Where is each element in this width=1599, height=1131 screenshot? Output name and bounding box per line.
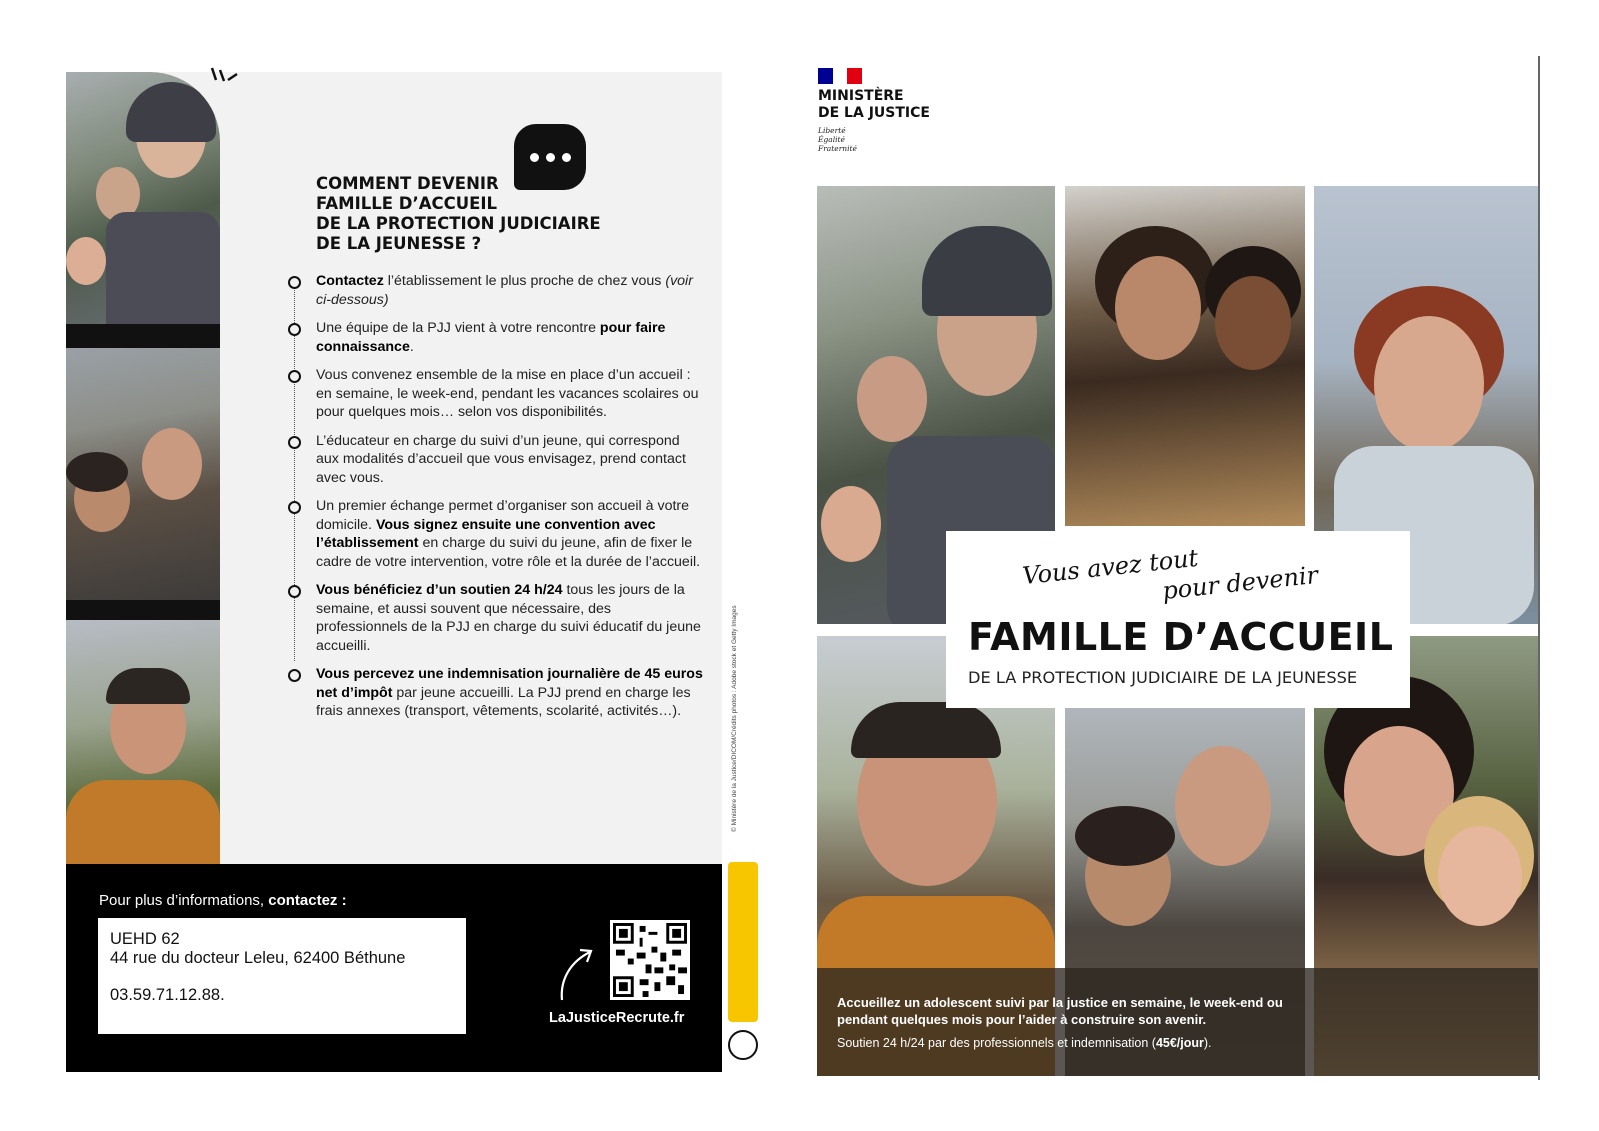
strip-divider bbox=[66, 600, 220, 620]
step-bullet-icon bbox=[288, 436, 301, 449]
bottom-banner bbox=[817, 968, 1538, 1076]
address-name: UEHD 62 bbox=[110, 930, 180, 948]
page-edge bbox=[1538, 56, 1540, 1080]
step-bullet-icon bbox=[288, 669, 301, 682]
ministry-name: MINISTÈRE DE LA JUSTICE bbox=[818, 88, 930, 121]
step-bullet-icon bbox=[288, 585, 301, 598]
step-bullet-icon bbox=[288, 501, 301, 514]
triman-icon bbox=[728, 1030, 758, 1060]
list-item: Contactez l’établissement le plus proche de chez vous (voir ci-dessous) bbox=[286, 272, 706, 309]
list-item: Vous percevez une indemnisation journalière de 45 euros net d’impôt par jeune accueilli. La PJJ prend en charge les frais annexes (transport, vêtements, scolarité, activités…). bbox=[286, 665, 706, 721]
address-card bbox=[98, 918, 466, 1034]
banner-subtext: Soutien 24 h/24 par des professionnels et indemnisation (45€/jour). bbox=[837, 1036, 1212, 1050]
two-women-selfie-photo bbox=[1065, 186, 1305, 526]
ministry-motto: Liberté Égalité Fraternité bbox=[818, 126, 857, 153]
step-bullet-icon bbox=[288, 370, 301, 383]
page-subtitle: DE LA PROTECTION JUDICIAIRE DE LA JEUNESSE bbox=[968, 668, 1358, 687]
phone-number[interactable]: 03.59.71.12.88. bbox=[110, 986, 225, 1004]
strip-divider bbox=[66, 324, 220, 348]
left-page bbox=[66, 72, 738, 1072]
list-item: Une équipe de la PJJ vient à votre rencontre pour faire connaissance. bbox=[286, 319, 706, 356]
title-card bbox=[946, 531, 1410, 708]
script-line-2: pour devenir bbox=[1160, 560, 1320, 606]
list-item: L’éducateur en charge du suivi d’un jeune, qui correspond aux modalités d’accueil que vous envisagez, prend contact avec vous. bbox=[286, 432, 706, 488]
couple-selfie-photo bbox=[66, 348, 220, 600]
list-item: Un premier échange permet d’organiser son accueil à votre domicile. Vous signez ensuite une convention avec l’établissement en charge du suivi du jeune, afin de fixer le cadre de votre intervention, votre rôle et la durée de l’accueil. bbox=[286, 497, 706, 571]
contact-title: Pour plus d’informations, contactez : bbox=[99, 892, 347, 909]
address-street: 44 rue du docteur Leleu, 62400 Béthune bbox=[110, 949, 406, 967]
script-line-1: Vous avez tout bbox=[1021, 543, 1200, 591]
photo-credit: © Ministère de la Justice/DICOM/Crédits photos : Adobe stock et Getty Images bbox=[731, 605, 738, 832]
contact-box bbox=[66, 864, 722, 1072]
list-item: Vous bénéficiez d’un soutien 24 h/24 tous les jours de la semaine, et aussi souvent que nécessaire, des professionnels de la PJJ en charge du suivi éducatif du jeune accueilli. bbox=[286, 581, 706, 655]
step-bullet-icon bbox=[288, 323, 301, 336]
banner-text: Accueillez un adolescent suivi par la justice en semaine, le week-end ou pendant quelques mois pour l’aider à construire son avenir. bbox=[837, 995, 1283, 1027]
list-item: Vous convenez ensemble de la mise en place d’un accueil : en semaine, le week-end, pendant les vacances scolaires ou pour quelques mois… selon vos disponibilités. bbox=[286, 366, 706, 422]
arrow-icon bbox=[556, 944, 596, 1004]
man-selfie-photo bbox=[66, 620, 220, 872]
photo-strip bbox=[66, 72, 220, 872]
step-bullet-icon bbox=[288, 276, 301, 289]
page-heading: COMMENT DEVENIR FAMILLE D’ACCUEIL DE LA PROTECTION JUDICIAIRE DE LA JEUNESSE ? bbox=[316, 174, 601, 253]
qr-code-icon[interactable] bbox=[610, 920, 690, 1000]
family-selfie-photo bbox=[66, 72, 220, 324]
sparkle-icon bbox=[210, 64, 240, 88]
website-link[interactable]: LaJusticeRecrute.fr bbox=[549, 1010, 685, 1026]
french-flag-icon bbox=[818, 68, 862, 84]
recycling-info-label bbox=[728, 862, 758, 1022]
page-title: FAMILLE D’ACCUEIL bbox=[968, 615, 1394, 659]
steps-list bbox=[286, 272, 706, 731]
